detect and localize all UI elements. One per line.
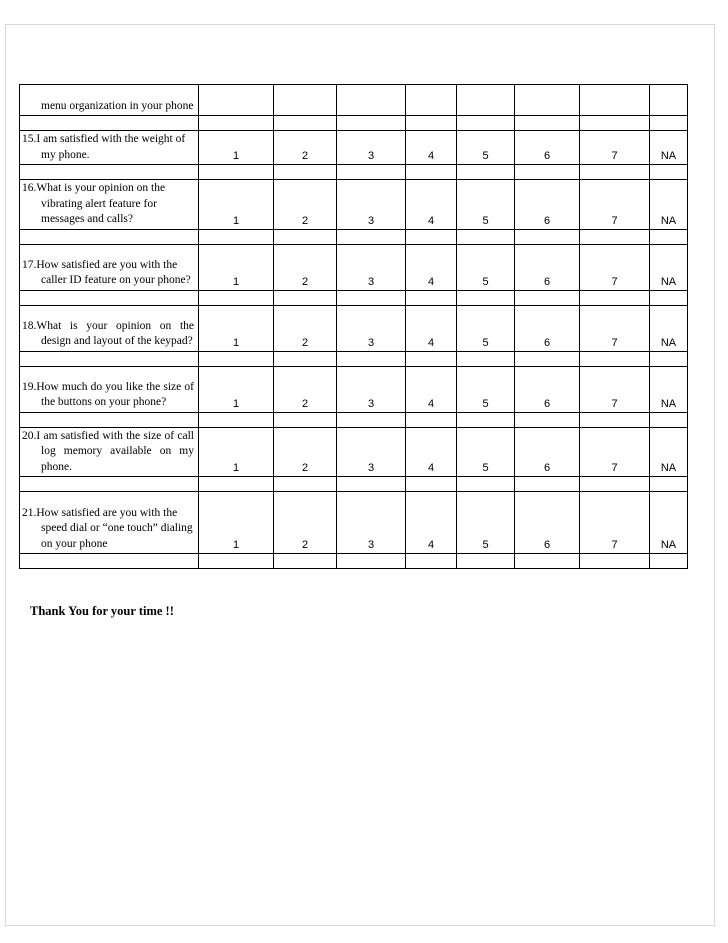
spacer-cell [650,351,688,366]
spacer-cell [337,165,406,180]
spacer-cell [515,116,580,131]
spacer-cell [20,290,199,305]
question-row [20,366,688,412]
rating-option[interactable]: 7 [580,131,650,165]
rating-option[interactable]: 4 [406,492,457,554]
spacer-row [20,165,688,180]
spacer-cell [274,554,337,569]
spacer-row [20,554,688,569]
survey-table [19,84,688,569]
rating-option[interactable]: 1 [199,305,274,351]
spacer-row [20,412,688,427]
spacer-cell [580,116,650,131]
question-cell [20,85,199,116]
spacer-cell [515,351,580,366]
spacer-cell [580,554,650,569]
spacer-cell [337,229,406,244]
rating-option[interactable]: 7 [580,427,650,477]
spacer-cell [199,165,274,180]
question-text: 20.I am satisfied with the size of call log memory available on my phone. [22,429,194,473]
rating-option[interactable]: 4 [406,366,457,412]
rating-option[interactable]: 6 [515,366,580,412]
spacer-cell [580,477,650,492]
spacer-row [20,116,688,131]
spacer-cell [457,477,515,492]
question-cell [20,427,199,477]
spacer-cell [20,165,199,180]
question-cell [20,180,199,230]
rating-option[interactable]: 7 [580,244,650,290]
rating-option[interactable]: 3 [337,492,406,554]
rating-option[interactable]: 7 [580,366,650,412]
question-text: 19.How much do you like the size of the buttons on your phone? [22,380,194,408]
spacer-cell [580,351,650,366]
spacer-cell [457,229,515,244]
spacer-cell [580,229,650,244]
spacer-cell [406,290,457,305]
rating-option[interactable]: 1 [199,244,274,290]
spacer-cell [650,412,688,427]
spacer-cell [199,554,274,569]
rating-option[interactable]: 3 [337,427,406,477]
rating-option[interactable]: NA [650,180,688,230]
rating-option[interactable]: NA [650,427,688,477]
question-cell [20,131,199,165]
rating-option[interactable]: 2 [274,244,337,290]
rating-option[interactable]: 7 [580,305,650,351]
rating-option[interactable]: 1 [199,180,274,230]
question-text: 17.How satisfied are you with the caller ID feature on your phone? [22,258,191,286]
rating-option[interactable]: 1 [199,131,274,165]
rating-option[interactable] [274,85,337,116]
rating-option[interactable]: 3 [337,305,406,351]
spacer-cell [406,165,457,180]
rating-option[interactable]: 4 [406,131,457,165]
spacer-cell [274,229,337,244]
spacer-cell [650,116,688,131]
rating-option[interactable] [515,85,580,116]
spacer-cell [406,554,457,569]
question-text: menu organization in your phone [41,99,194,112]
spacer-cell [650,229,688,244]
question-text: 21.How satisfied are you with the speed dial or “one touch” dialing on your phone [22,506,193,550]
question-row [20,180,688,230]
rating-option[interactable] [457,85,515,116]
rating-option[interactable]: 5 [457,131,515,165]
spacer-cell [406,412,457,427]
spacer-cell [580,412,650,427]
spacer-cell [199,351,274,366]
question-row [20,85,688,116]
spacer-cell [406,229,457,244]
question-row [20,427,688,477]
rating-option[interactable]: 3 [337,131,406,165]
rating-option[interactable]: 6 [515,131,580,165]
question-row [20,131,688,165]
spacer-cell [199,116,274,131]
rating-option[interactable]: 1 [199,366,274,412]
rating-option[interactable]: NA [650,492,688,554]
spacer-cell [406,116,457,131]
spacer-cell [199,290,274,305]
spacer-row [20,290,688,305]
spacer-cell [650,477,688,492]
spacer-row [20,477,688,492]
spacer-cell [199,412,274,427]
rating-option[interactable]: 5 [457,366,515,412]
rating-option[interactable] [406,85,457,116]
question-cell [20,366,199,412]
question-cell [20,492,199,554]
spacer-cell [650,290,688,305]
rating-option[interactable] [337,85,406,116]
rating-option[interactable]: 7 [580,180,650,230]
spacer-cell [515,477,580,492]
spacer-cell [580,290,650,305]
rating-option[interactable]: 5 [457,180,515,230]
spacer-cell [274,165,337,180]
spacer-cell [650,165,688,180]
rating-option[interactable]: 2 [274,131,337,165]
spacer-cell [20,477,199,492]
rating-option[interactable]: 4 [406,244,457,290]
rating-option[interactable]: 3 [337,366,406,412]
rating-option[interactable]: 5 [457,244,515,290]
spacer-cell [457,290,515,305]
rating-option[interactable]: 3 [337,180,406,230]
spacer-cell [337,351,406,366]
spacer-cell [199,477,274,492]
spacer-cell [337,290,406,305]
rating-option[interactable]: 6 [515,244,580,290]
question-row [20,492,688,554]
rating-option[interactable]: 2 [274,427,337,477]
spacer-cell [580,165,650,180]
spacer-cell [20,116,199,131]
spacer-cell [515,165,580,180]
spacer-cell [274,477,337,492]
spacer-cell [274,290,337,305]
question-row [20,244,688,290]
rating-option[interactable]: 6 [515,180,580,230]
spacer-cell [457,165,515,180]
spacer-cell [406,477,457,492]
spacer-cell [337,477,406,492]
rating-option[interactable]: 5 [457,492,515,554]
spacer-row [20,351,688,366]
rating-option[interactable]: 1 [199,492,274,554]
spacer-cell [457,351,515,366]
spacer-cell [650,554,688,569]
spacer-cell [20,554,199,569]
spacer-cell [457,412,515,427]
rating-option[interactable]: 2 [274,305,337,351]
rating-option[interactable] [199,85,274,116]
spacer-cell [274,412,337,427]
rating-option[interactable]: 3 [337,244,406,290]
rating-option[interactable]: 2 [274,180,337,230]
rating-option[interactable]: 4 [406,180,457,230]
spacer-cell [515,412,580,427]
rating-option[interactable]: NA [650,244,688,290]
spacer-cell [515,290,580,305]
spacer-cell [406,351,457,366]
rating-option[interactable]: 5 [457,427,515,477]
rating-option[interactable]: 7 [580,492,650,554]
rating-option[interactable]: 4 [406,427,457,477]
closing-message: Thank You for your time !! [30,604,174,618]
rating-option[interactable]: 5 [457,305,515,351]
rating-option[interactable]: NA [650,131,688,165]
rating-option[interactable] [580,85,650,116]
spacer-cell [20,412,199,427]
rating-option[interactable]: 6 [515,492,580,554]
rating-option[interactable]: 4 [406,305,457,351]
spacer-cell [20,229,199,244]
rating-option[interactable]: NA [650,366,688,412]
spacer-cell [274,351,337,366]
rating-option[interactable]: 2 [274,492,337,554]
spacer-cell [515,229,580,244]
question-text: 18.What is your opinion on the design and layout of the keypad? [22,319,194,347]
question-text: 15.I am satisfied with the weight of my phone. [22,133,186,161]
spacer-cell [20,351,199,366]
question-cell [20,305,199,351]
spacer-cell [337,412,406,427]
rating-option[interactable]: 6 [515,305,580,351]
spacer-cell [199,229,274,244]
question-row [20,305,688,351]
rating-option[interactable]: 6 [515,427,580,477]
rating-option[interactable]: NA [650,305,688,351]
spacer-cell [515,554,580,569]
rating-option[interactable]: 1 [199,427,274,477]
rating-option[interactable] [650,85,688,116]
question-cell [20,244,199,290]
spacer-cell [457,554,515,569]
spacer-cell [457,116,515,131]
spacer-cell [337,116,406,131]
spacer-cell [274,116,337,131]
spacer-row [20,229,688,244]
spacer-cell [337,554,406,569]
question-text: 16.What is your opinion on the vibrating alert feature for messages and calls? [22,182,166,225]
rating-option[interactable]: 2 [274,366,337,412]
